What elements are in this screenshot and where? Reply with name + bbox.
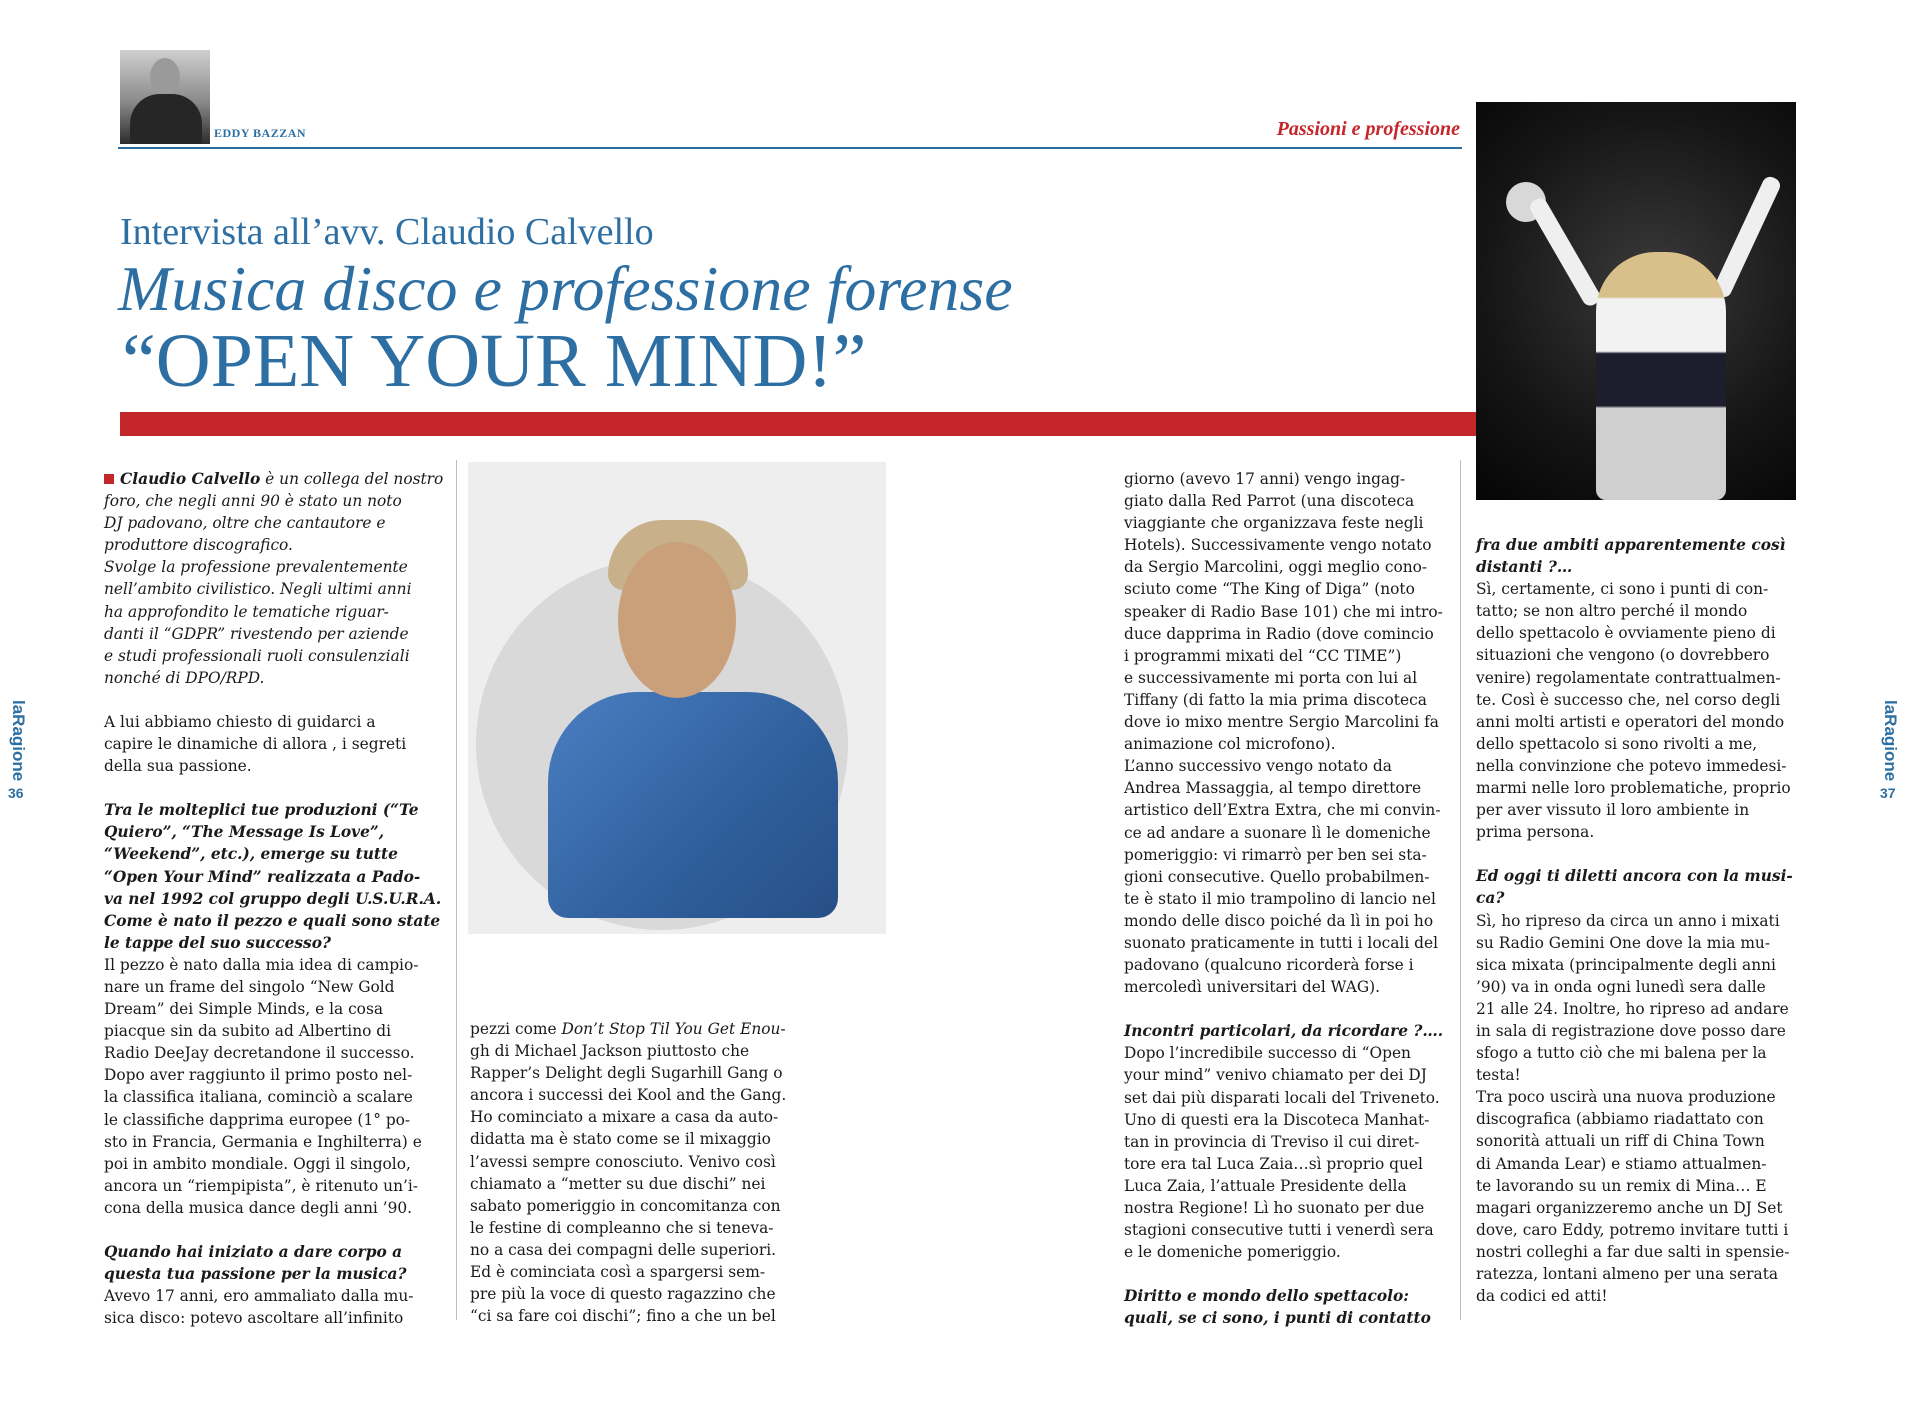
text-line: distanti ?…	[1476, 558, 1573, 577]
text-line: ’90) va in onda ogni lunedì sera dalle	[1476, 977, 1766, 996]
article-kicker: Intervista all’avv. Claudio Calvello	[120, 211, 654, 253]
answer	[104, 1285, 444, 1329]
brand-label: laRagione	[9, 700, 28, 782]
text-line: Luca Zaia, l’attuale Presidente della	[1124, 1176, 1407, 1195]
text-line: didatta ma è stato come se il mixaggio	[470, 1130, 771, 1149]
text-line: Incontri particolari, da ricordare ?….	[1124, 1022, 1444, 1041]
text-line: piacque sin da subito ad Albertino di	[104, 1022, 392, 1041]
text-line: Rapper’s Delight degli Sugarhill Gang o	[470, 1064, 783, 1083]
text-line: dove io mixo mentre Sergio Marcolini fa	[1124, 713, 1439, 732]
text-line: di Amanda Lear) e stiamo attualmen-	[1476, 1154, 1767, 1173]
raised-arm-left	[1527, 196, 1603, 309]
text-line: stagioni consecutive tutti i venerdì sera	[1124, 1221, 1434, 1240]
text-line: Quiero”, “The Message Is Love”,	[104, 823, 385, 842]
text-line: dove, caro Eddy, potremo invitare tutti i	[1476, 1220, 1789, 1239]
text-line: l’avessi sempre conosciuto. Venivo così	[470, 1152, 776, 1171]
answer	[1476, 578, 1806, 843]
text-line: Svolge la professione prevalentemente	[104, 558, 408, 577]
text-line: suonato praticamente in tutti i locali del	[1124, 933, 1439, 952]
text-line: fra due ambiti apparentemente così	[1476, 536, 1786, 554]
text-line: giato dalla Red Parrot (una discoteca	[1124, 492, 1415, 511]
text-line: foro, che negli anni 90 è stato un noto	[104, 492, 402, 511]
answer	[104, 954, 444, 1219]
author-body	[130, 94, 202, 144]
text-line: pomeriggio: vi rimarrò per ben sei sta-	[1124, 845, 1427, 864]
text-line: poi in ambito mondiale. Oggi il singolo,	[104, 1154, 411, 1173]
text-line: Tra le molteplici tue produzioni (“Te	[104, 801, 419, 820]
article-subtitle: “OPEN YOUR MIND!”	[122, 319, 867, 403]
page-number: 37	[1880, 785, 1896, 802]
right-page-marker	[1880, 700, 1904, 801]
brand-label: laRagione	[1881, 700, 1900, 782]
portrait-suit	[548, 692, 838, 918]
column-1	[104, 468, 444, 1329]
text-line: sfogo a tutto ciò che mi balena per la	[1476, 1044, 1767, 1063]
article-title: Musica disco e professione forense	[118, 253, 1013, 324]
question	[1476, 865, 1806, 909]
text-line: nare un frame del singolo “New Gold	[104, 977, 395, 996]
question	[104, 1241, 444, 1285]
text-line: Diritto e mondo dello spettacolo:	[1124, 1287, 1409, 1306]
column-rule	[456, 460, 457, 1320]
text-line: Tiffany (di fatto la mia prima discoteca	[1124, 690, 1427, 709]
text-line: da Sergio Marcolini, oggi meglio cono-	[1124, 558, 1428, 577]
text-line: gh di Michael Jackson piuttosto che	[470, 1042, 750, 1061]
text-line: pezzi come Don’t Stop Til You Get Enou-	[470, 1020, 786, 1038]
text-line: sica mixata (principalmente degli anni	[1476, 955, 1776, 974]
text-line: Avevo 17 anni, ero ammaliato dalla mu-	[104, 1287, 414, 1306]
raised-arm-right	[1711, 174, 1782, 299]
dj-performance-photo	[1476, 102, 1796, 500]
text-line: Tra poco uscirà una nuova produzione	[1476, 1088, 1776, 1107]
text-line: le classifiche dapprima europee (1° po-	[104, 1110, 411, 1129]
question	[104, 799, 444, 954]
text-line: danti il “GDPR” rivestendo per aziende	[104, 624, 409, 643]
question	[1124, 1285, 1454, 1329]
text-line: ce ad andare a suonare lì le domeniche	[1124, 823, 1431, 842]
paragraph	[104, 711, 444, 777]
portrait-photo	[468, 462, 886, 934]
author-name: EDDY BAZZAN	[214, 126, 307, 140]
text-line: capire le dinamiche di allora , i segreti	[104, 735, 407, 754]
text-line: produttore discografico.	[104, 536, 293, 555]
text-line: ancora un “riempipista”, è ritenuto un’i-	[104, 1176, 419, 1195]
text-line: te è stato il mio trampolino di lancio nel	[1124, 889, 1436, 908]
text-line: Ed è cominciata così a spargersi sem-	[470, 1263, 766, 1282]
question	[1124, 1020, 1454, 1042]
text-line: discografica (abbiamo riadattato con	[1476, 1110, 1764, 1129]
text-line: “Open Your Mind” realizzata a Pado-	[104, 867, 421, 886]
text-line: su Radio Gemini One dove la mia mu-	[1476, 933, 1771, 952]
section-tag: Passioni e professione	[1276, 118, 1460, 140]
text-line: ha approfondito le tematiche riguar-	[104, 602, 389, 621]
text-line: Andrea Massaggia, al tempo direttore	[1124, 779, 1422, 798]
text-line: Quando hai iniziato a dare corpo a	[104, 1243, 403, 1261]
column-rule	[1460, 460, 1461, 1320]
text-line: L’anno successivo vengo notato da	[1124, 757, 1392, 776]
text-line: Dream” dei Simple Minds, e la cosa	[104, 1000, 384, 1019]
text-line: da codici ed atti!	[1476, 1287, 1608, 1306]
text-line: venire) regolamentate contrattualmen-	[1476, 668, 1781, 687]
text-line: “Weekend”, etc.), emerge su tutte	[104, 845, 398, 864]
text-line: sciuto come “The King of Diga” (noto	[1124, 580, 1415, 599]
text-line: 21 alle 24. Inoltre, ho ripreso ad andare	[1476, 999, 1789, 1018]
text-line: la classifica italiana, cominciò a scalare	[104, 1088, 413, 1107]
text-line: Ho cominciato a mixare a casa da auto-	[470, 1108, 779, 1127]
text-line: è un collega del nostro	[260, 470, 444, 488]
red-square-bullet	[104, 474, 114, 484]
column-4	[1476, 534, 1806, 1307]
text-line: ca?	[1476, 889, 1505, 908]
answer	[1124, 468, 1454, 998]
text-line: nella convinzione che potevo immedesi-	[1476, 756, 1787, 775]
text-line: sabato pomeriggio in concomitanza con	[470, 1196, 781, 1215]
author-photo	[120, 50, 210, 144]
header-rule	[118, 147, 1462, 149]
text-line: marmi nelle loro problematiche, proprio	[1476, 779, 1791, 798]
text-line: viaggiante che organizzava feste negli	[1124, 514, 1424, 533]
text-line: testa!	[1476, 1066, 1521, 1085]
text-line: padovano (qualcuno ricorderà forse i	[1124, 956, 1414, 975]
text-line: animazione col microfono).	[1124, 735, 1336, 754]
text-line: Il pezzo è nato dalla mia idea di campio-	[104, 955, 419, 974]
text-line: nostri colleghi a far due salti in spensie-	[1476, 1242, 1790, 1261]
intro-lead: Claudio Calvello	[120, 470, 261, 488]
text-line: no a casa dei compagni delle superiori.	[470, 1240, 777, 1259]
text-line: Sì, certamente, ci sono i punti di con-	[1476, 580, 1769, 599]
text-line: Dopo l’incredibile successo di “Open	[1124, 1044, 1411, 1063]
text-line: magari organizzeremo anche un DJ Set	[1476, 1198, 1783, 1217]
text-line: nell’ambito civilistico. Negli ultimi anni	[104, 580, 412, 599]
text-line: Sì, ho ripreso da circa un anno i mixati	[1476, 911, 1780, 930]
text-line: tan in provincia di Treviso il cui diret-	[1124, 1132, 1420, 1151]
text-line: A lui abbiamo chiesto di guidarci a	[104, 712, 376, 731]
text-line: nonché di DPO/RPD.	[104, 668, 265, 687]
text-line: dello spettacolo si sono rivolti a me,	[1476, 734, 1758, 753]
text-line: gioni consecutive. Quello probabilmen-	[1124, 867, 1430, 886]
column-3	[1124, 468, 1454, 1329]
text-line: “ci sa fare coi dischi”; fino a che un bel	[470, 1307, 776, 1326]
text-line: situazioni che vengono (o dovrebbero	[1476, 646, 1770, 665]
text-line: Ed oggi ti diletti ancora con la musi-	[1476, 867, 1793, 886]
answer	[1124, 1042, 1454, 1263]
text-line: cona della musica dance degli anni ’90.	[104, 1198, 413, 1217]
answer	[1476, 910, 1806, 1308]
portrait-face	[618, 542, 736, 698]
text-line: giorno (avevo 17 anni) vengo ingag-	[1124, 470, 1406, 488]
text-line: ratezza, lontani almeno per una serata	[1476, 1265, 1779, 1283]
text-line: e successivamente mi porta con lui al	[1124, 668, 1418, 687]
text-line: mercoledì universitari del WAG).	[1124, 978, 1381, 997]
text-line: sonorità attuali un riff di China Town	[1476, 1132, 1765, 1151]
text-line: va nel 1992 col gruppo degli U.S.U.R.A.	[104, 889, 442, 908]
text-line: in sala di registrazione dove posso dare	[1476, 1021, 1786, 1040]
text-line: Uno di questi era la Discoteca Manhat-	[1124, 1110, 1430, 1129]
text-line: ancora i successi dei Kool and the Gang.	[470, 1086, 787, 1105]
text-line: per aver vissuto il loro ambiente in	[1476, 801, 1750, 820]
text-line: duce dapprima in Radio (dove comincio	[1124, 624, 1434, 643]
text-line: te lavorando su un remix di Mina… E	[1476, 1176, 1767, 1195]
text-line: dello spettacolo è ovviamente pieno di	[1476, 624, 1776, 643]
question	[1476, 534, 1806, 578]
text-line: artistico dell’Extra Extra, che mi convin-	[1124, 801, 1441, 820]
text-line: tore era tal Luca Zaia…sì proprio quel	[1124, 1154, 1423, 1173]
text-line: pre più la voce di questo ragazzino che	[470, 1285, 776, 1304]
text-line: your mind” venivo chiamato per dei DJ	[1124, 1066, 1427, 1085]
text-line: DJ padovano, oltre che cantautore e	[104, 514, 386, 533]
author-head	[150, 58, 180, 96]
text-line: Come è nato il pezzo e quali sono state	[104, 911, 441, 930]
text-line: e studi professionali ruoli consulenziali	[104, 646, 410, 665]
text-line: e le domeniche pomeriggio.	[1124, 1243, 1341, 1262]
text-line: sto in Francia, Germania e Inghilterra) e	[104, 1132, 422, 1151]
text-line: Hotels). Successivamente vengo notato	[1124, 536, 1432, 555]
text-line: nostra Regione! Lì ho suonato per due	[1124, 1199, 1425, 1217]
text-line: anni molti artisti e operatori del mondo	[1476, 712, 1785, 731]
text-line: le tappe del suo successo?	[104, 933, 331, 952]
text-line: te. Così è successo che, nel corso degli	[1476, 690, 1781, 709]
text-line: Radio DeeJay decretandone il successo.	[104, 1044, 415, 1063]
text-line: le festine di compleanno che si teneva-	[470, 1218, 774, 1237]
text-line: tatto; se non altro perché il mondo	[1476, 602, 1748, 621]
dj-figure	[1596, 252, 1726, 500]
text-line: set dai più disparati locali del Triveneto.	[1124, 1088, 1440, 1107]
text-line: prima persona.	[1476, 823, 1595, 842]
page-number: 36	[8, 785, 24, 802]
text-line: i programmi mixati del “CC TIME”)	[1124, 646, 1402, 665]
text-line: della sua passione.	[104, 757, 252, 776]
text-line: questa tua passione per la musica?	[104, 1265, 407, 1284]
left-page-marker	[8, 700, 32, 801]
text-line: quali, se ci sono, i punti di contatto	[1124, 1309, 1431, 1328]
text-line: mondo delle disco poiché da lì in poi ho	[1124, 911, 1434, 930]
text-line: sica disco: potevo ascoltare all’infinito	[104, 1309, 404, 1328]
intro-paragraph	[104, 468, 444, 689]
text-line: speaker di Radio Base 101) che mi intro-	[1124, 602, 1443, 621]
text-line: chiamato a “metter su due dischi” nei	[470, 1174, 766, 1193]
column-2	[470, 1018, 820, 1327]
text-line: Dopo aver raggiunto il primo posto nel-	[104, 1066, 413, 1085]
red-band-divider	[120, 412, 1480, 436]
